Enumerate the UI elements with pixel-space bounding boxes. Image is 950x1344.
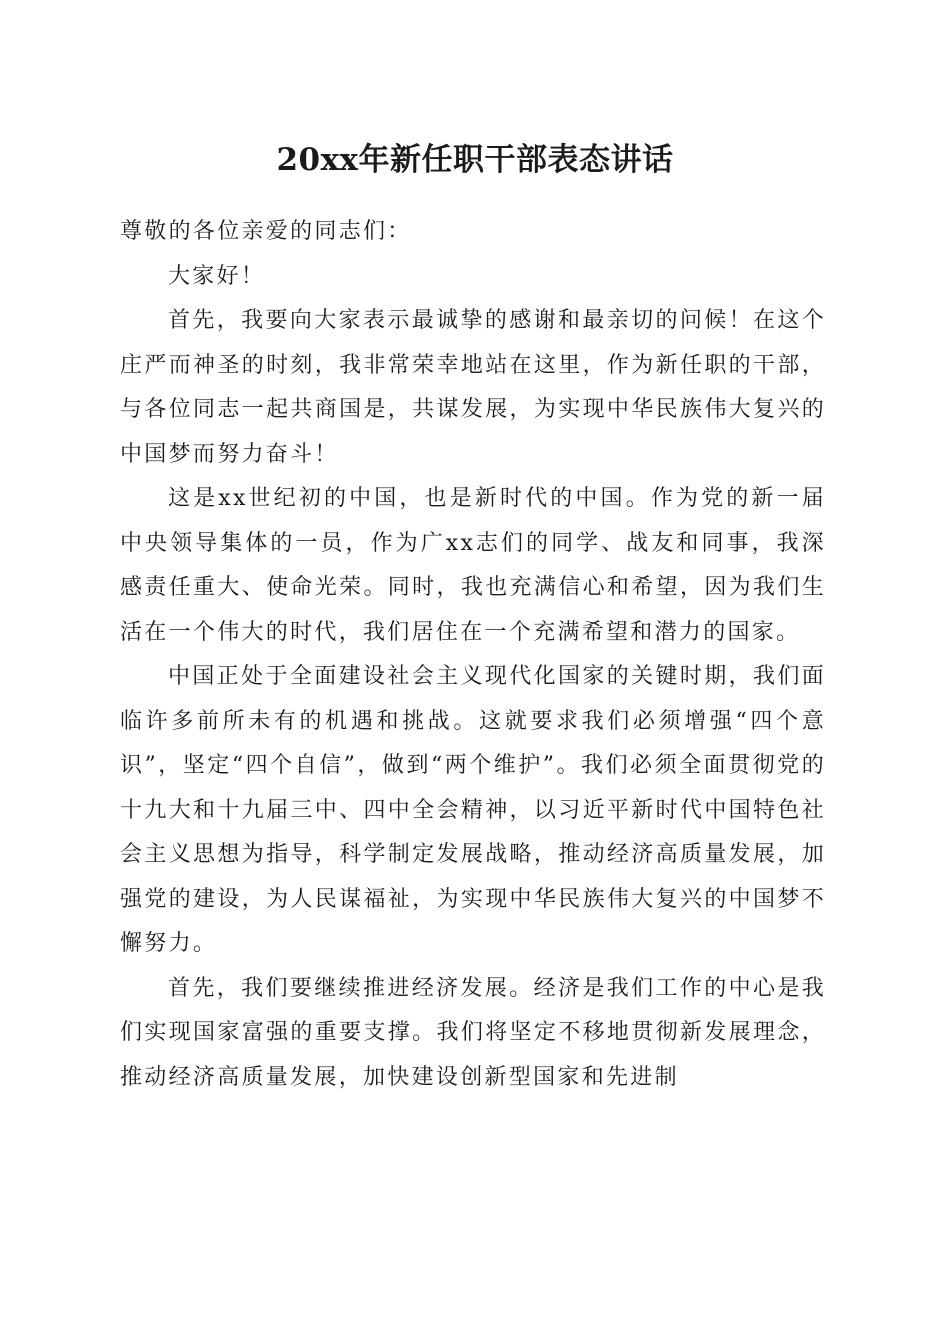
paragraph: 首先，我们要继续推进经济发展。经济是我们工作的中心是我们实现国家富强的重要支撑。我们将坚定不移地贯彻新发展理念，推动经济高质量发展，加快建设创新型国家和先进制 xyxy=(120,975,826,1090)
paragraph: 首先，我要向大家表示最诚挚的感谢和最亲切的问候！在这个庄严而神圣的时刻，我非常荣幸地站在这里，作为新任职的干部，与各位同志一起共商国是，共谋发展，为实现中华民族伟大复兴的中国梦而努力奋斗！ xyxy=(120,308,826,467)
document-title: 20xx年新任职干部表态讲话 xyxy=(276,142,674,178)
paragraph: 这是xx世纪初的中国，也是新时代的中国。作为党的新一届中央领导集体的一员，作为广xx志们的同学、战友和同事，我深感责任重大、使命光荣。同时，我也充满信心和希望，因为我们生活在一个伟大的时代，我们居住在一个充满希望和潜力的国家。 xyxy=(120,486,826,645)
document-body xyxy=(120,210,826,1100)
paragraph: 中国正处于全面建设社会主义现代化国家的关键时期，我们面临许多前所未有的机遇和挑战。这就要求我们必须增强“四个意识”，坚定“四个自信”，做到“两个维护”。我们必须全面贯彻党的十九大和十九届三中、四中全会精神，以习近平新时代中国特色社会主义思想为指导，科学制定发展战略，推动经济高质量发展，加强党的建设，为人民谋福祉，为实现中华民族伟大复兴的中国梦不懈努力。 xyxy=(120,664,826,956)
salutation: 尊敬的各位亲爱的同志们： xyxy=(120,219,412,244)
paragraph-greeting: 大家好！ xyxy=(168,263,266,289)
